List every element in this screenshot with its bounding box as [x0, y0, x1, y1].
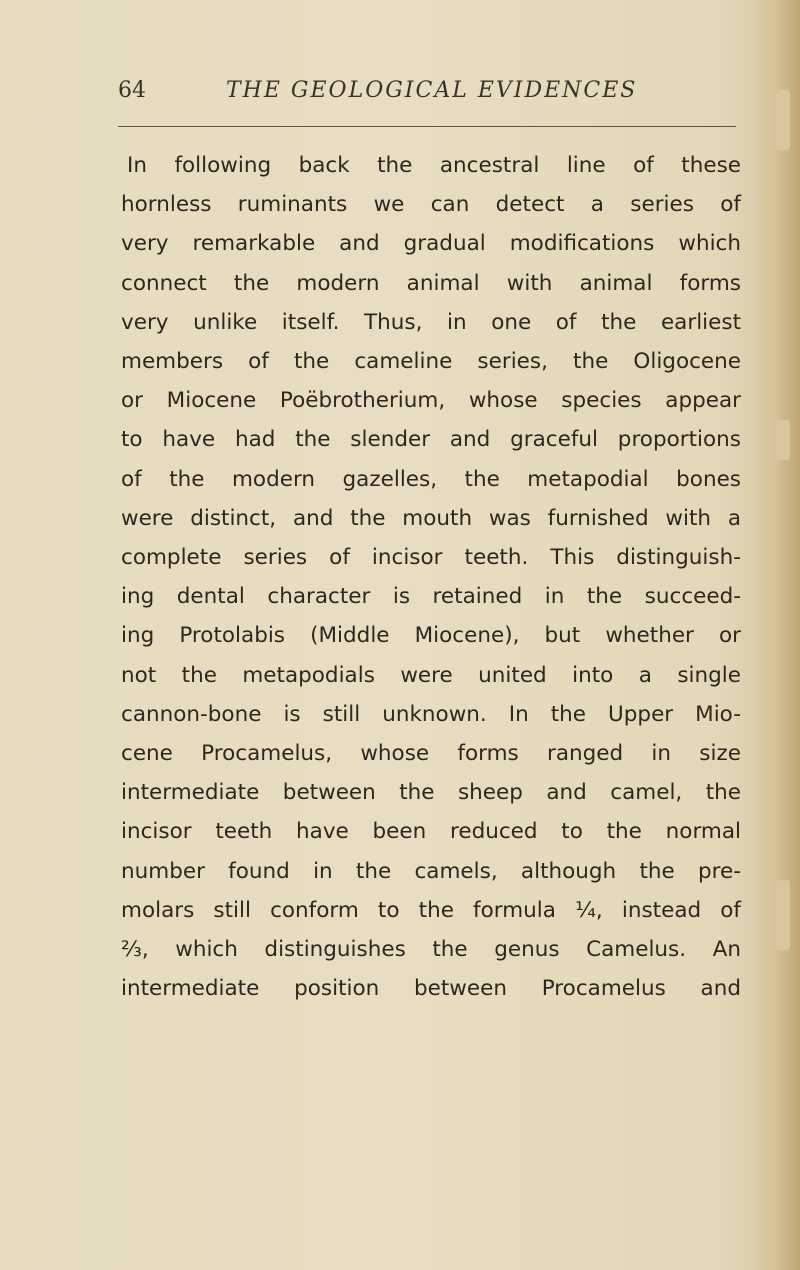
- text-line: complete series of incisor teeth. This distinguish-: [121, 545, 741, 571]
- text-line: to have had the slender and graceful proportions: [121, 427, 741, 453]
- text-line: not the metapodials were united into a single: [121, 662, 741, 688]
- page-number: 64: [118, 78, 146, 103]
- text-line: intermediate between the sheep and camel, the: [121, 780, 741, 806]
- text-line: molars still conform to the formula ¼, instead of: [121, 897, 741, 923]
- header-rule: [118, 126, 736, 127]
- text-line: very remarkable and gradual modifications which: [121, 231, 741, 257]
- text-line: incisor teeth have been reduced to the normal: [121, 819, 741, 845]
- text-line: hornless ruminants we can detect a series of: [121, 192, 741, 218]
- text-line: ing dental character is retained in the succeed-: [121, 584, 741, 610]
- text-line: members of the cameline series, the Oligocene: [121, 349, 741, 375]
- edge-discoloration: [776, 880, 790, 950]
- text-line: very unlike itself. Thus, in one of the earliest: [121, 309, 741, 335]
- text-line: or Miocene Poëbrotherium, whose species appear: [121, 388, 741, 414]
- text-line: cene Procamelus, whose forms ranged in size: [121, 741, 741, 767]
- text-line: were distinct, and the mouth was furnished with a: [121, 505, 741, 531]
- text-line: ⅔, which distinguishes the genus Camelus. An: [121, 937, 741, 963]
- text-line: of the modern gazelles, the metapodial bones: [121, 466, 741, 492]
- text-line: ing Protolabis (Middle Miocene), but whether or: [121, 623, 741, 649]
- text-line: number found in the camels, although the pre-: [121, 858, 741, 884]
- text-line: connect the modern animal with animal forms: [121, 270, 741, 296]
- body-paragraph: [121, 146, 741, 1008]
- text-line: cannon-bone is still unknown. In the Upper Mio-: [121, 701, 741, 727]
- text-line: In following back the ancestral line of these: [127, 153, 741, 178]
- edge-discoloration: [776, 90, 790, 150]
- edge-discoloration: [776, 420, 790, 460]
- page-edge: [754, 0, 800, 1270]
- running-title: THE GEOLOGICAL EVIDENCES: [226, 78, 638, 103]
- page-header: [118, 78, 738, 112]
- text-line: intermediate position between Procamelus and: [121, 976, 741, 1002]
